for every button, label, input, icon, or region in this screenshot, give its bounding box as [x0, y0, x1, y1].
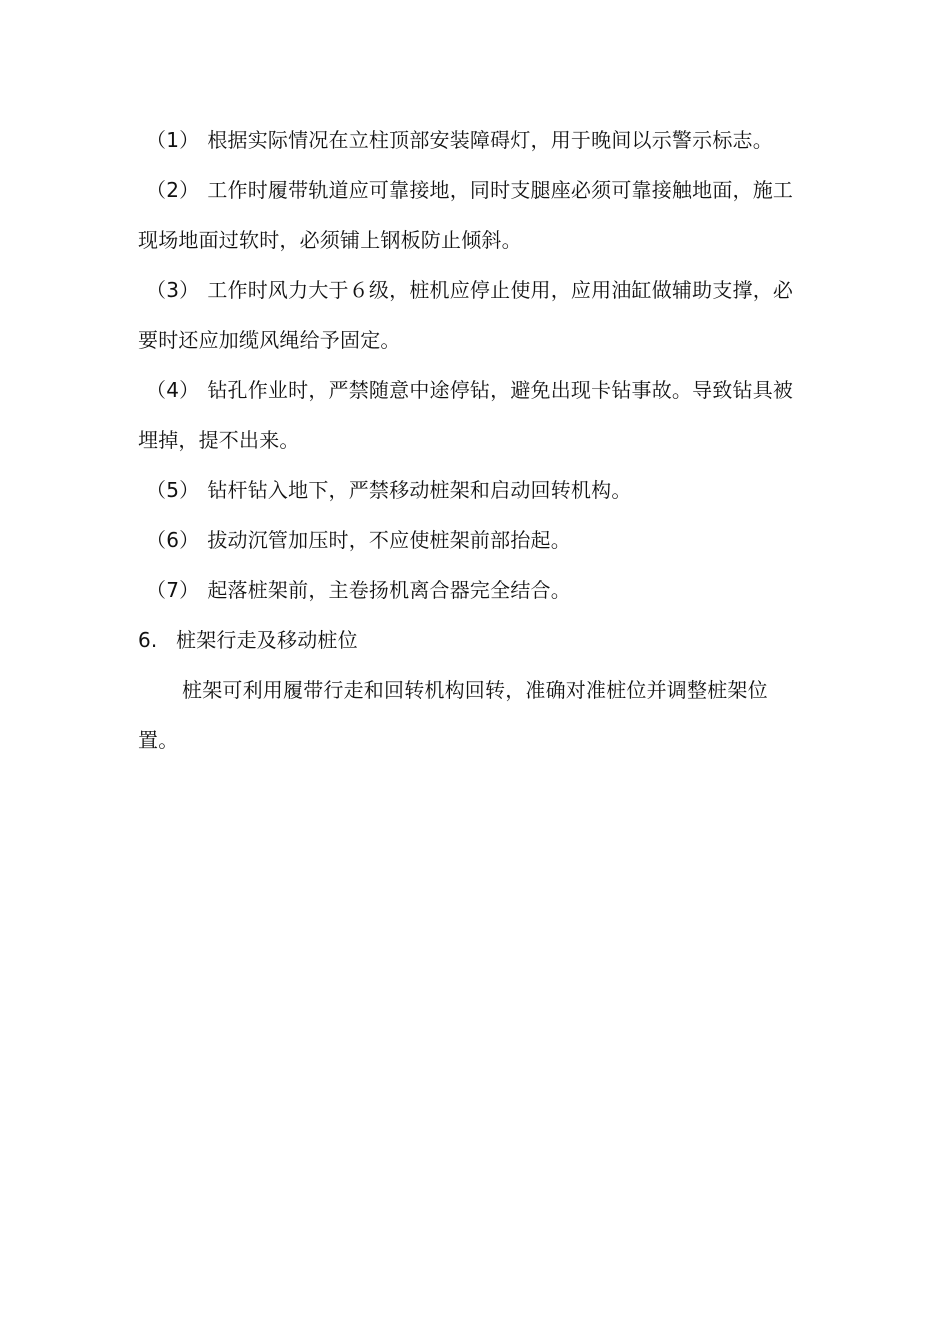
item-number: （6） [146, 528, 200, 552]
list-item [146, 176, 793, 204]
item-number: （2） [146, 178, 200, 202]
item-continuation: 埋掉，提不出来。 [138, 428, 300, 452]
item-text: 工作时风力大于６级，桩机应停止使用，应用油缸做辅助支撑，必 [207, 278, 794, 302]
item-continuation: 现场地面过软时，必须铺上钢板防止倾斜。 [138, 228, 522, 252]
item-text: 工作时履带轨道应可靠接地，同时支腿座必须可靠接触地面，施工 [207, 178, 794, 202]
item-number: （3） [146, 278, 200, 302]
item-text: 拔动沉管加压时，不应使桩架前部抬起。 [207, 528, 571, 552]
list-item [146, 376, 793, 404]
item-number: （7） [146, 578, 200, 602]
section-paragraph-line: 桩架可利用履带行走和回转机构回转，准确对准桩位并调整桩架位 [182, 678, 768, 702]
item-number: （4） [146, 378, 200, 402]
section-title: 桩架行走及移动桩位 [176, 628, 358, 652]
list-item [146, 576, 571, 604]
item-text: 起落桩架前，主卷扬机离合器完全结合。 [207, 578, 571, 602]
section-heading [138, 626, 358, 654]
item-continuation: 要时还应加缆风绳给予固定。 [138, 328, 401, 352]
item-text: 钻孔作业时，严禁随意中途停钻，避免出现卡钻事故。导致钻具被 [207, 378, 794, 402]
list-item [146, 126, 773, 154]
section-number: 6. [138, 628, 158, 652]
item-number: （1） [146, 128, 200, 152]
item-text: 根据实际情况在立柱顶部安装障碍灯，用于晚间以示警示标志。 [207, 128, 773, 152]
list-item [146, 526, 571, 554]
list-item [146, 276, 793, 304]
section-paragraph-line: 置。 [138, 728, 179, 752]
item-text: 钻杆钻入地下，严禁移动桩架和启动回转机构。 [207, 478, 632, 502]
item-number: （5） [146, 478, 200, 502]
list-item [146, 476, 632, 504]
